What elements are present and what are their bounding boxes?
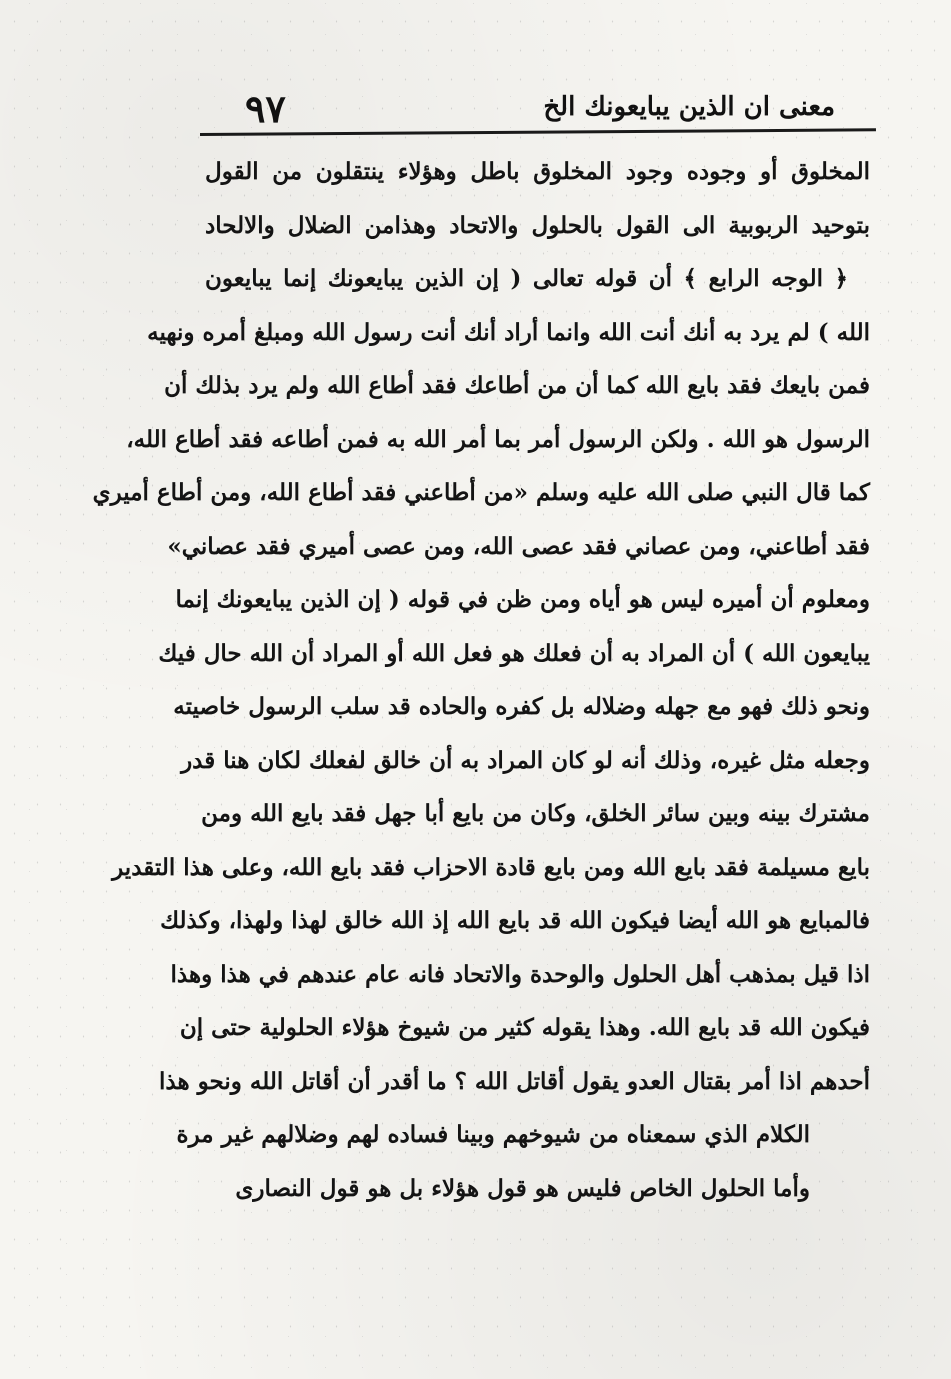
text-line: اذا قيل بمذهب أهل الحلول والوحدة والاتحاد فانه عام عندهم في هذا وهذا xyxy=(170,960,870,988)
text-line: كما قال النبي صلى الله عليه وسلم «من أطاعني فقد أطاع الله، ومن أطاع أميري xyxy=(92,479,870,506)
text-line: مشترك بينه وبين سائر الخلق، وكان من بايع أبا جهل فقد بايع الله ومن xyxy=(201,800,870,827)
text-line: أحدهم اذا أمر بقتال العدو يقول أقاتل الله ؟ ما أقدر أن أقاتل الله ونحو هذا xyxy=(159,1067,870,1095)
text-line: بتوحيد الربوبية الى القول بالحلول والاتحاد وهذامن الضلال والالحاد xyxy=(205,211,870,239)
text-line: المخلوق أو وجوده وجود المخلوق باطل وهؤلاء ينتقلون من القول xyxy=(205,158,870,185)
text-line: بايع مسيلمة فقد بايع الله ومن بايع قادة الاحزاب فقد بايع الله، وعلى هذا التقدير xyxy=(112,853,870,881)
text-line: وجعله مثل غيره، وذلك أنه لو كان المراد به أن خالق لفعلك لكان هنا قدر xyxy=(181,746,870,774)
text-line: فمن بايعك فقد بايع الله كما أن من أطاعك فقد أطاع الله ولم يرد بذلك أن xyxy=(164,372,870,399)
text-line: فقد أطاعني، ومن عصاني فقد عصى الله، ومن عصى أميري فقد عصاني» xyxy=(167,532,870,560)
running-title: معنى ان الذين يبايعونك الخ xyxy=(543,92,835,122)
page-number: ٩٧ xyxy=(245,86,286,131)
page-header xyxy=(215,86,875,132)
text-line: يبايعون الله ) أن المراد به أن فعلك هو فعل الله أو المراد أن الله حال فيك xyxy=(158,639,870,667)
text-line: ﴿ الوجه الرابع ﴾ أن قوله تعالى ( إن الذين يبايعونك إنما يبايعون xyxy=(205,265,848,292)
text-line: الرسول هو الله . ولكن الرسول أمر بما أمر الله به فمن أطاعه فقد أطاع الله، xyxy=(126,425,870,453)
text-line: ومعلوم أن أميره ليس هو أياه ومن ظن في قوله ( إن الذين يبايعونك إنما xyxy=(175,586,870,613)
text-line: فالمبايع هو الله أيضا فيكون الله قد بايع الله إذ الله خالق لهذا ولهذا، وكذلك xyxy=(160,907,870,934)
text-line: وأما الحلول الخاص فليس هو قول هؤلاء بل هو قول النصارى xyxy=(235,1174,810,1202)
text-line: الكلام الذي سمعناه من شيوخهم وبينا فساده لهم وضلالهم غير مرة xyxy=(176,1121,810,1148)
text-line: الله ) لم يرد به أنك أنت الله وانما أراد أنك أنت رسول الله ومبلغ أمره ونهيه xyxy=(147,318,870,346)
text-line: فيكون الله قد بايع الله. وهذا يقوله كثير من شيوخ هؤلاء الحلولية حتى إن xyxy=(179,1014,870,1041)
text-line: ونحو ذلك فهو مع جهله وضلاله بل كفره والحاده قد سلب الرسول خاصيته xyxy=(173,693,870,720)
body-text xyxy=(92,145,870,1215)
